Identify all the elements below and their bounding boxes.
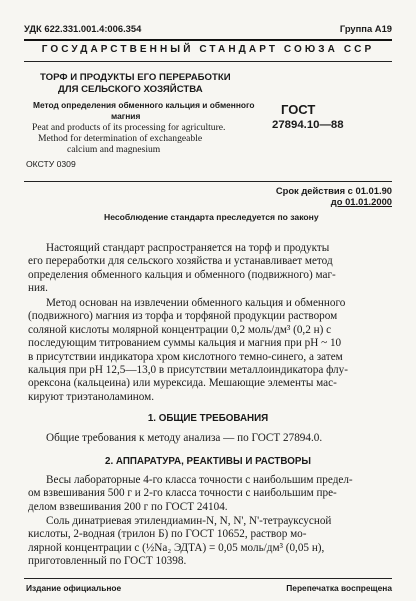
intro-line: его переработки для сельского хозяйства и устанавливает метод: [28, 255, 333, 268]
section2-line: ом взвешивания 500 г и 2-го класса точности с наибольшим пре-: [28, 487, 337, 500]
legal-notice: Несоблюдение стандарта преследуется по закону: [104, 212, 319, 222]
en-title-line2: Method for determination of exchangeable: [38, 133, 203, 144]
method-line: орексона (кальцеина) или мурексида. Мешающие элементы мас-: [28, 377, 337, 390]
method-line: последующим титрованием суммы кальция и магния при рН ~ 10: [28, 337, 342, 350]
ru-subtitle-line2: магния: [111, 111, 141, 121]
header-rule-top: [24, 39, 392, 41]
ru-title-line1: ТОРФ И ПРОДУКТЫ ЕГО ПЕРЕРАБОТКИ: [40, 72, 231, 83]
section2-line: приготовленный по ГОСТ 10398.: [28, 555, 187, 568]
section2-line: Соль динатриевая этилендиамин-N, N, N', N'-тетрауксусной: [46, 515, 332, 527]
validity-from: Срок действия с 01.01.90: [275, 185, 392, 196]
section2-line: лярной концентрации с (½Na₂ ЭДТА) = 0,05 моль/дм³ (0,05 н),: [28, 541, 325, 554]
footer-reprint: Перепечатка воспрещена: [286, 583, 392, 593]
ru-subtitle-line1: Метод определения обменного кальция и обменного: [33, 100, 255, 110]
method-line: (подвижного) магния из торфа и торфяной продукции раствором: [28, 310, 338, 323]
ru-title-line2: ДЛЯ СЕЛЬСКОГО ХОЗЯЙСТВА: [58, 84, 203, 95]
section2-paragraph1: [28, 474, 392, 514]
intro-paragraph: [28, 242, 392, 296]
method-line: кальция при рН 12,5—13,0 в присутствии металлоиндикатора флу-: [28, 364, 348, 377]
footer-official: Издание официальное: [26, 583, 122, 593]
validity-to: до 01.01.2000: [330, 196, 392, 207]
intro-line: определения обменного кальция и обменного (подвижного) маг-: [28, 268, 336, 281]
method-line: соляной кислоты молярной концентрации 0,2 моль/дм³ (0,2 н) с: [28, 323, 332, 336]
gost-label: ГОСТ: [281, 102, 316, 117]
intro-line: Настоящий стандарт распространяется на торф и продукты: [46, 242, 330, 254]
section1-heading: 1. ОБЩИЕ ТРЕБОВАНИЯ: [147, 413, 269, 424]
section2-line: кислоты, 2-водная (трилон Б) по ГОСТ 10652, раствор мо-: [28, 528, 307, 541]
validity-rule-top: [24, 181, 392, 182]
method-line: кируют триэтаноламином.: [28, 390, 155, 403]
method-line: Метод основан на извлечении обменного кальция и обменного: [46, 297, 346, 309]
udk-code: УДК 622.331.001.4:006.354: [24, 23, 142, 34]
en-title-line1: Peat and products of its processing for agriculture.: [32, 122, 226, 133]
en-title-line3: calcium and magnesium: [67, 144, 161, 155]
section2-heading: 2. АППАРАТУРА, РЕАКТИВЫ И РАСТВОРЫ: [105, 456, 311, 467]
footer-rule: [24, 578, 392, 579]
section2-line: делом взвешивания 200 г по ГОСТ 24104.: [28, 500, 228, 513]
method-paragraph: [28, 297, 392, 404]
group-code: Группа А19: [339, 23, 392, 34]
okstu-code: ОКСТУ 0309: [26, 159, 76, 169]
section1-text: [28, 432, 392, 445]
gost-number: 27894.10—88: [272, 119, 344, 131]
header-rule-bottom: [24, 61, 392, 62]
method-line: в присутствии индикатора хром кислотного темно-синего, а затем: [28, 350, 343, 363]
section1-line: Общие требования к методу анализа — по ГОСТ 27894.0.: [46, 432, 323, 444]
standard-title: ГОСУДАРСТВЕННЫЙ СТАНДАРТ СОЮЗА ССР: [41, 44, 375, 55]
section2-line: Весы лабораторные 4-го класса точности с наибольшим предел-: [46, 474, 353, 486]
section2-paragraph2: [28, 515, 392, 569]
intro-line: ния.: [28, 282, 48, 295]
